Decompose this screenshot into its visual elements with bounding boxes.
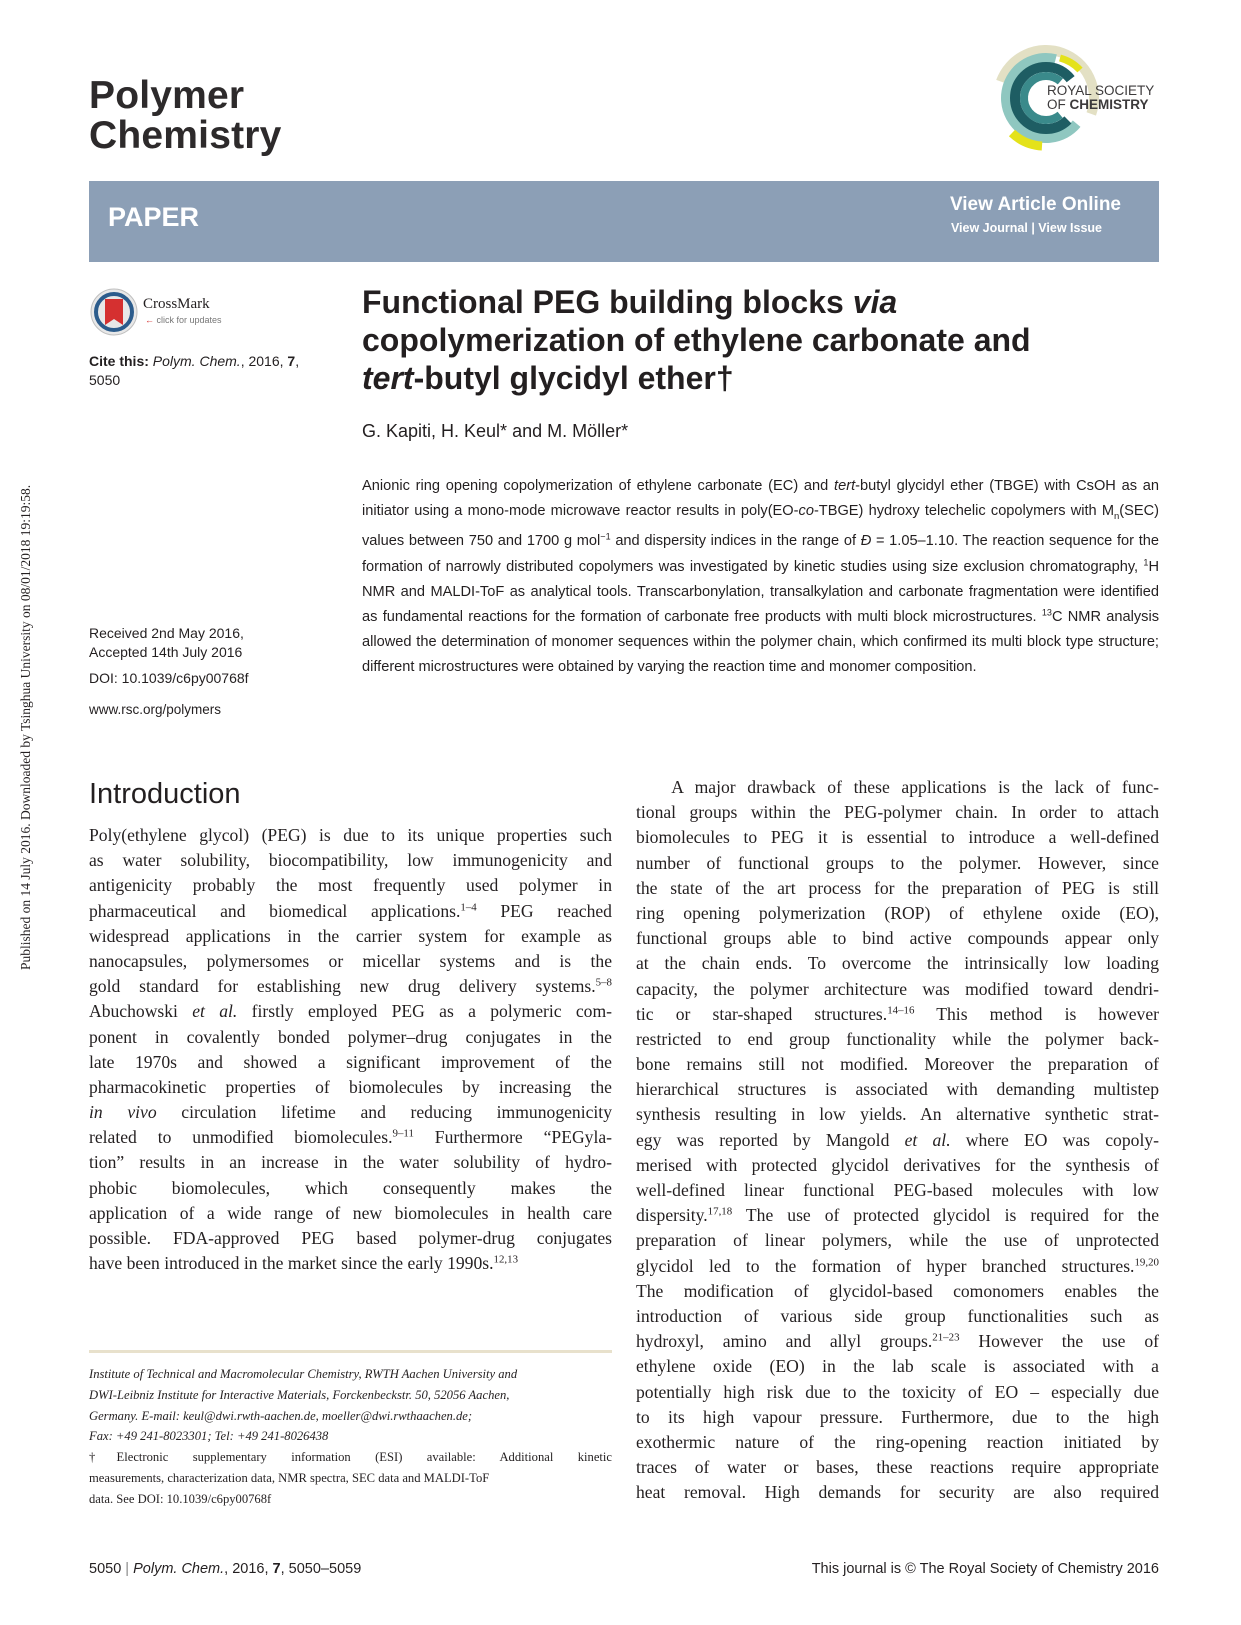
abstract: Anionic ring opening copolymerization of ethylene carbonate (EC) and tert-butyl glycidyl ether (TBGE) with CsOH as an initiator using a mono-mode microwave reactor results in poly(EO-co-TBGE) hydroxy telechelic copolymers with $M_n(SEC)$ values between 750 and 1700 g mol$^{-1}$ and dispersity indices in the range of Đ = 1.05–1.10. The reaction sequence for the formation of narrowly distributed copolymers was investigated by kinetic studies using size exclusion chromatography, $^1$H NMR and MALDI-ToF as analytical tools. Transcarbonylation, transalkylation and carbonate fragmentation were identified as fundamental reactions for the formation of carbonate free products with multi block microstructures. $^{13}$C NMR analysis allowed the determination of monomer sequences within the polymer chain, which confirmed its multi block type structure; different microstructures were obtained by varying the reaction time and monomer composition. (362, 478, 1160, 676)
citation-block: Cite this: Polym. Chem., 2016, 7, 5050 (89, 353, 300, 388)
text-line: late 1970s and showed a significant improvement of the (89, 1051, 612, 1072)
title-part: Functional PEG building blocks (362, 284, 853, 320)
text-line: preparation of linear polymers, while the use of unprotected (636, 1230, 1159, 1251)
text-line: pharmaceutical and biomedical applications.$^{1-4}$ PEG reached (89, 900, 612, 921)
journal-url[interactable]: www.rsc.org/polymers (89, 702, 222, 717)
text-line: nanocapsules, polymersomes or micellar systems and is the (89, 950, 612, 971)
crossmark-title: CrossMark (143, 296, 210, 312)
publisher-name (1047, 84, 1154, 112)
text-line: dispersity.$^{17,18}$ The use of protected glycidol is required for the (636, 1205, 1159, 1226)
text-line: to its high vapour pressure. Furthermore, due to the high (636, 1406, 1159, 1427)
cite-year: , 2016, (240, 353, 284, 369)
text-line: ring opening polymerization (ROP) of ethylene oxide (EO), (636, 902, 1159, 923)
text-line: Abuchowski et al. firstly employed PEG as a polymeric com- (89, 1001, 612, 1022)
cite-volume: 7 (287, 353, 296, 369)
text-line: possible. FDA-approved PEG based polymer-drug conjugates (89, 1228, 612, 1248)
journal-title-line2: Chemistry (89, 114, 282, 157)
text-line: tion” results in an increase in the water solubility of hydro- (89, 1152, 612, 1173)
journal-title-line1: Polymer (89, 74, 245, 117)
view-links (951, 221, 1102, 235)
crossmark-icon (89, 287, 139, 337)
text-line: in vivo circulation lifetime and reducing immunogenicity (89, 1102, 612, 1123)
text-line: traces of water or bases, these reactions require appropriate (636, 1457, 1159, 1478)
text-line: application of a wide range of new biomolecules in health care (89, 1202, 612, 1223)
text-line: glycidol led to the formation of hyper branched structures.$^{19,20}$ (636, 1255, 1159, 1276)
download-stamp: Published on 14 July 2016. Downloaded by Tsinghua University on 08/01/2018 19:19:58. (18, 484, 33, 970)
text-line: as water solubility, biocompatibility, low immunogenicity and (89, 850, 612, 871)
text-line: biomolecules to PEG it is essential to introduce a well-defined (636, 827, 1159, 848)
title-part-end: -butyl glycidyl ether† (413, 360, 734, 396)
text-line: Poly(ethylene glycol) (PEG) is due to its unique properties such (89, 825, 612, 845)
journal-title[interactable] (89, 76, 282, 156)
affiliation-footnote: Institute of Technical and Macromolecular Chemistry, RWTH Aachen University and DWI-Leibniz Institute for Interactive Materials, Forckenbeckstr. 50, 52056 Aachen, Germany. E-mail: keul@dwi.rwth-aachen.de, moeller@dwi.rwthaachen.de; Fax: +49 241-8023301; Tel: +49 241-8026438 †Electronic supplementary information (ESI) available: Additional kinetic measurements, characterization data, NMR spectra, SEC data and MALDI-ToF data. See DOI: 10.1039/c6py00768f (89, 1367, 612, 1506)
crossmark-subtitle: ← click for updates (145, 315, 222, 325)
text-line: tic or star-shaped structures.$^{14-16}$ This method is however (636, 1003, 1159, 1024)
text-line: antigenicity probably the most frequently used polymer in (89, 875, 612, 896)
title-italic-tert: tert (362, 360, 414, 396)
text-line: tional groups within the PEG-polymer chain. In order to attach (636, 802, 1159, 823)
text-line: ponent in covalently bonded polymer–drug conjugates in the (89, 1026, 612, 1047)
text-line: functional groups able to bind active compounds appear only (636, 928, 1159, 949)
text-line: phobic biomolecules, which consequently makes the (89, 1177, 612, 1198)
received-date: Received 2nd May 2016, (89, 625, 244, 641)
article-title (362, 283, 1122, 397)
view-article-online-link[interactable]: View Article Online (949, 194, 1121, 215)
page-number: 5050 (89, 1561, 122, 1577)
authors: G. Kapiti, H. Keul* and M. Möller* (362, 421, 629, 441)
cite-journal: Polym. Chem. (152, 353, 241, 369)
title-line2: copolymerization of ethylene carbonate and (362, 322, 1031, 358)
text-line: have been introduced in the market since the early 1990s.$^{12,13}$ (89, 1253, 519, 1274)
doi[interactable]: DOI: 10.1039/c6py00768f (89, 670, 249, 686)
text-line: ethylene oxide (EO) in the lab scale is associated with a (636, 1356, 1159, 1377)
text-line: well-defined linear functional PEG-based molecules with low (636, 1180, 1159, 1200)
text-line: hydroxyl, amino and allyl groups.$^{21-23}$ However the use of (636, 1331, 1159, 1352)
crossmark-button[interactable] (89, 287, 229, 337)
text-line: heat removal. High demands for security are also required (636, 1482, 1159, 1503)
text-line: related to unmodified biomolecules.$^{9-11}$ Furthermore “PEGyla- (89, 1127, 612, 1148)
text-line: the state of the art process for the preparation of PEG is still (636, 877, 1159, 898)
publisher-line1: ROYAL SOCIETY (1047, 83, 1155, 98)
text-line: pharmacokinetic properties of biomolecules by increasing the (89, 1076, 612, 1097)
link-separator: | (1031, 221, 1035, 235)
text-line: potentially high risk due to the toxicity of EO – especially due (636, 1381, 1159, 1402)
text-line: at the chain ends. To overcome the intrinsically low loading (636, 953, 1159, 974)
title-italic: via (852, 284, 898, 320)
article-type-banner (89, 181, 1159, 262)
text-line: number of functional groups to the polymer. However, since (636, 852, 1159, 873)
accepted-date: Accepted 14th July 2016 (89, 644, 243, 660)
text-line: gold standard for establishing new drug delivery systems.$^{5-8}$ (89, 976, 612, 997)
body-column-left (89, 823, 612, 1276)
text-line: merised with protected glycidol derivatives for the synthesis of (636, 1154, 1159, 1175)
cite-page: 5050 (89, 372, 121, 388)
text-line: introduction of various side group functionalities such as (636, 1305, 1159, 1326)
body-column-right (636, 775, 1159, 1505)
text-line: synthesis resulting in low yields. An alternative synthetic strat- (636, 1104, 1159, 1125)
text-line: egy was reported by Mangold et al. where EO was copoly- (636, 1129, 1159, 1150)
text-line: hierarchical structures is associated with demanding multistep (636, 1079, 1159, 1100)
view-issue-link[interactable]: View Issue (1038, 221, 1102, 235)
section-heading-introduction: Introduction (89, 778, 241, 810)
text-line: restricted to end group functionality while the polymer back- (636, 1028, 1159, 1049)
text-line: exothermic nature of the ring-opening reaction initiated by (636, 1431, 1159, 1452)
view-journal-link[interactable]: View Journal (950, 221, 1028, 235)
text-line: bone remains still not modified. Moreover the preparation of (636, 1054, 1159, 1075)
footnote-divider (89, 1350, 612, 1353)
text-line: widespread applications in the carrier system for example as (89, 925, 612, 946)
cite-label: Cite this: (89, 353, 149, 369)
page-footer-left: 5050 | Polym. Chem., 2016, 7, 5050–5059 (89, 1561, 362, 1577)
article-type-label: PAPER (108, 202, 200, 232)
publisher-line2: CHEMISTRY (1069, 97, 1149, 112)
text-line: capacity, the polymer architecture was modified toward dendri- (636, 978, 1159, 999)
text-line: The modification of glycidol-based comonomers enables the (636, 1280, 1159, 1301)
publisher-line2-prefix: OF (1047, 97, 1066, 112)
copyright-notice: This journal is © The Royal Society of Chemistry 2016 (811, 1561, 1159, 1577)
text-line: A major drawback of these applications is the lack of func- (636, 777, 1159, 797)
